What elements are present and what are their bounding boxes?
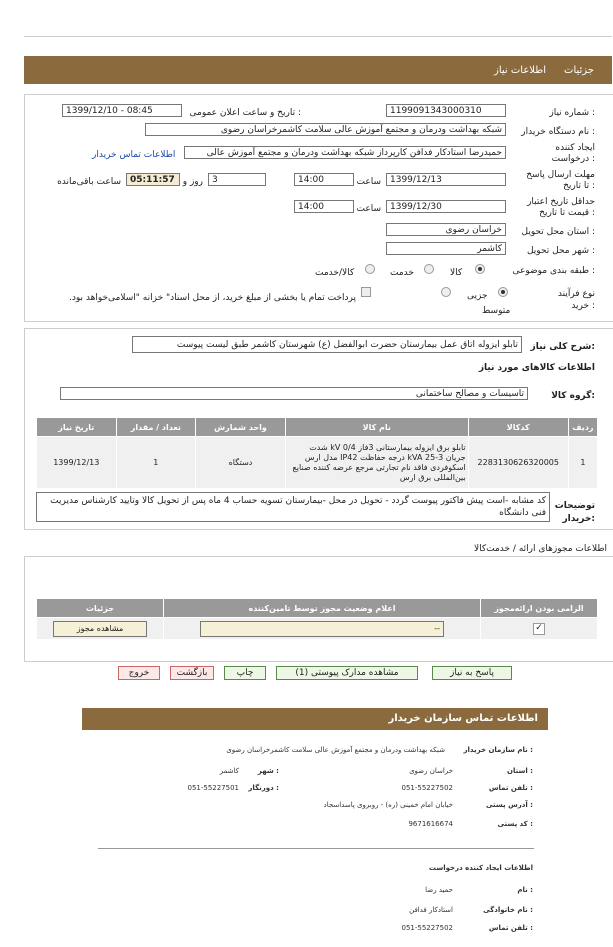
category-both-text: کالا/خدمت	[315, 268, 355, 278]
summary-label: شرح کلی نیاز:	[530, 342, 595, 352]
permit-row	[37, 618, 598, 640]
permit-status-field[interactable]: --	[200, 621, 444, 637]
permit-col-required: الزامی بودن ارائه‌مجوز	[481, 599, 598, 618]
announce-label: تاریخ و ساعت اعلان عمومی :	[189, 108, 301, 118]
print-button[interactable]: چاپ	[224, 666, 266, 680]
page-header-bar	[24, 56, 612, 84]
price-time-field: 14:00	[294, 200, 354, 213]
contact-fax-value: 051-55227501	[187, 784, 239, 792]
price-deadline-label: حداقل تاریخ اعتبار قیمت تا تاریخ :	[527, 197, 595, 218]
col-code: کدکالا	[468, 418, 568, 437]
buyer-org-label: نام دستگاه خریدار :	[521, 127, 595, 137]
col-date: تاریخ نیاز	[37, 418, 117, 437]
buyer-org-field: شبکه بهداشت ودرمان و مجتمع آموزش عالی سلامت کاشمرخراسان رضوی	[145, 123, 506, 136]
creator-family-label: نام خانوادگی :	[483, 906, 533, 914]
row-idx: 1	[568, 437, 597, 489]
creator-label: ایجاد کننده درخواست :	[551, 143, 595, 164]
process-medium-text: متوسط	[482, 306, 511, 316]
contact-province-label: استان :	[507, 767, 533, 775]
back-button[interactable]: بازگشت	[170, 666, 214, 680]
category-label: طبقه بندی موضوعی :	[512, 266, 595, 276]
row-date: 1399/12/13	[37, 437, 117, 489]
creator-name-label: نام :	[517, 886, 533, 894]
announce-field: 1399/12/10 - 08:45	[62, 104, 182, 117]
need-number-field: 1199091343000310	[386, 104, 506, 117]
price-time-word: ساعت	[356, 204, 381, 214]
col-idx: ردیف	[568, 418, 597, 437]
col-unit: واحد شمارش	[196, 418, 286, 437]
row-name: تابلو برق ایزوله بیمارستانی 3فاز 0/4 kV شدت جریان 3-25 kVA درجه حفاظت IP42 مدل ارس اسکوفردی فاقد نام تجارتی مرجع عرضه کننده صنایع بین‌المللی برق ارس	[285, 437, 468, 489]
buyer-contact-link[interactable]: اطلاعات تماس خریدار	[92, 150, 176, 160]
row-unit: دستگاه	[196, 437, 286, 489]
table-row[interactable]	[37, 437, 598, 489]
contact-postal-label: کد پستی :	[497, 820, 533, 828]
contact-org-label: نام سازمان خریدار :	[463, 746, 533, 754]
permits-title: اطلاعات مجوزهای ارائه / خدمت‌کالا	[473, 544, 607, 554]
breadcrumb-info[interactable]: اطلاعات نیاز	[494, 65, 546, 76]
process-small-text: جزیی	[467, 291, 488, 301]
province-field: خراسان رضوی	[386, 223, 506, 236]
contact-postal-value: 9671616674	[408, 820, 453, 828]
summary-field: تابلو ایزوله اتاق عمل بیمارستان حضرت ابوالفضل (ع) شهرستان کاشمر طبق لیست پیوست	[132, 336, 522, 353]
permit-required-checkbox[interactable]: ✓	[533, 623, 545, 635]
category-goods-radio[interactable]	[475, 264, 485, 274]
remaining-label: ساعت باقی‌مانده	[57, 177, 121, 187]
permit-status-cell	[164, 618, 481, 640]
category-both-radio[interactable]	[365, 264, 375, 274]
process-medium-radio[interactable]	[441, 287, 451, 297]
breadcrumb-details[interactable]: جزئیات	[564, 65, 594, 76]
price-date-field: 1399/12/30	[386, 200, 506, 213]
permits-table-header	[37, 599, 598, 618]
permit-details-cell	[37, 618, 164, 640]
remaining-time-field: 05:11:57	[126, 173, 180, 186]
contact-fax-label: دورنگار :	[248, 784, 279, 792]
goods-group-label: گروه کالا:	[551, 391, 595, 401]
attachments-button[interactable]: مشاهده مدارک پیوستی (1)	[276, 666, 418, 680]
send-time-field: 14:00	[294, 173, 354, 186]
row-qty: 1	[116, 437, 196, 489]
category-service-radio[interactable]	[424, 264, 434, 274]
view-permit-button[interactable]: مشاهده مجوز	[53, 621, 147, 637]
permit-col-status: اعلام وضعیت مجوز توسط تامین‌کننده	[164, 599, 481, 618]
category-service-text: خدمت	[390, 268, 414, 278]
exit-button[interactable]: خروج	[118, 666, 160, 680]
contact-org-value: شبکه بهداشت ودرمان و مجتمع آموزش عالی سلامت کاشمرخراسان رضوی	[226, 746, 445, 754]
goods-group-field: تاسیسات و مصالح ساختمانی	[60, 387, 528, 400]
contact-address-label: آدرس پستی :	[485, 801, 533, 809]
payment-checkbox[interactable]	[361, 287, 371, 297]
permits-table	[36, 598, 598, 640]
contact-city-label: شهر :	[257, 767, 279, 775]
send-time-word: ساعت	[356, 177, 381, 187]
need-number-label: شماره نیاز :	[549, 108, 595, 118]
creator-phone-value: 051-55227502	[401, 924, 453, 932]
payment-note: پرداخت تمام یا بخشی از مبلغ خرید، از محل اسناد" خزانه "اسلامی‌خواهد بود.	[68, 293, 356, 303]
goods-section-title: اطلاعات کالاهای مورد نیاز	[478, 363, 595, 373]
creator-phone-label: تلفن تماس :	[488, 924, 533, 932]
creator-family-value: استادکار فدافن	[409, 906, 453, 914]
contact-divider	[98, 848, 534, 849]
goods-table	[36, 417, 598, 489]
top-rule	[24, 36, 612, 37]
send-deadline-label: مهلت ارسال پاسخ تا تاریخ :	[526, 170, 595, 191]
contact-phone-label: تلفن تماس :	[488, 784, 533, 792]
contact-province-value: خراسان رضوی	[409, 767, 453, 775]
goods-table-header	[37, 418, 598, 437]
reply-button[interactable]: پاسخ به نیاز	[432, 666, 512, 680]
process-small-radio[interactable]	[498, 287, 508, 297]
notes-label: توضیحات خریدار:	[554, 501, 595, 524]
process-label: نوع فرآیند خرید :	[557, 289, 595, 311]
notes-field: کد مشابه -است پیش فاکتور پیوست گردد - تحویل در محل -بیمارستان تسویه حساب 4 ماه پس از تحویل کالا وتایید کارشناس مدیریت فنی دانشگاه	[36, 492, 550, 522]
day-word: روز و	[182, 177, 203, 187]
contact-city-value: کاشمر	[219, 767, 239, 775]
permit-col-details: جزئیات	[37, 599, 164, 618]
permit-required-cell	[481, 618, 598, 640]
contact-address-value: خیابان امام خمینی (ره) - روبروی پاسداسجاد	[323, 801, 453, 809]
category-goods-text: کالا	[450, 268, 463, 278]
days-field: 3	[208, 173, 266, 186]
contact-title: اطلاعات تماس سازمان خریدار	[388, 713, 538, 724]
send-date-field: 1399/12/13	[386, 173, 506, 186]
city-label: شهر محل تحویل :	[526, 246, 595, 256]
contact-header-bar	[82, 708, 548, 730]
row-code: 2283130626320005	[468, 437, 568, 489]
province-label: استان محل تحویل :	[521, 227, 595, 237]
creator-name-value: حمید رضا	[425, 886, 453, 894]
col-qty: تعداد / مقدار	[116, 418, 196, 437]
city-field: کاشمر	[386, 242, 506, 255]
creator-title: اطلاعات ایجاد کننده درخواست	[428, 864, 533, 872]
contact-phone-value: 051-55227502	[401, 784, 453, 792]
creator-field: حمیدرضا استادکار فدافن کارپرداز شبکه بهداشت ودرمان و مجتمع آموزش عالی	[184, 146, 506, 159]
col-name: نام کالا	[285, 418, 468, 437]
